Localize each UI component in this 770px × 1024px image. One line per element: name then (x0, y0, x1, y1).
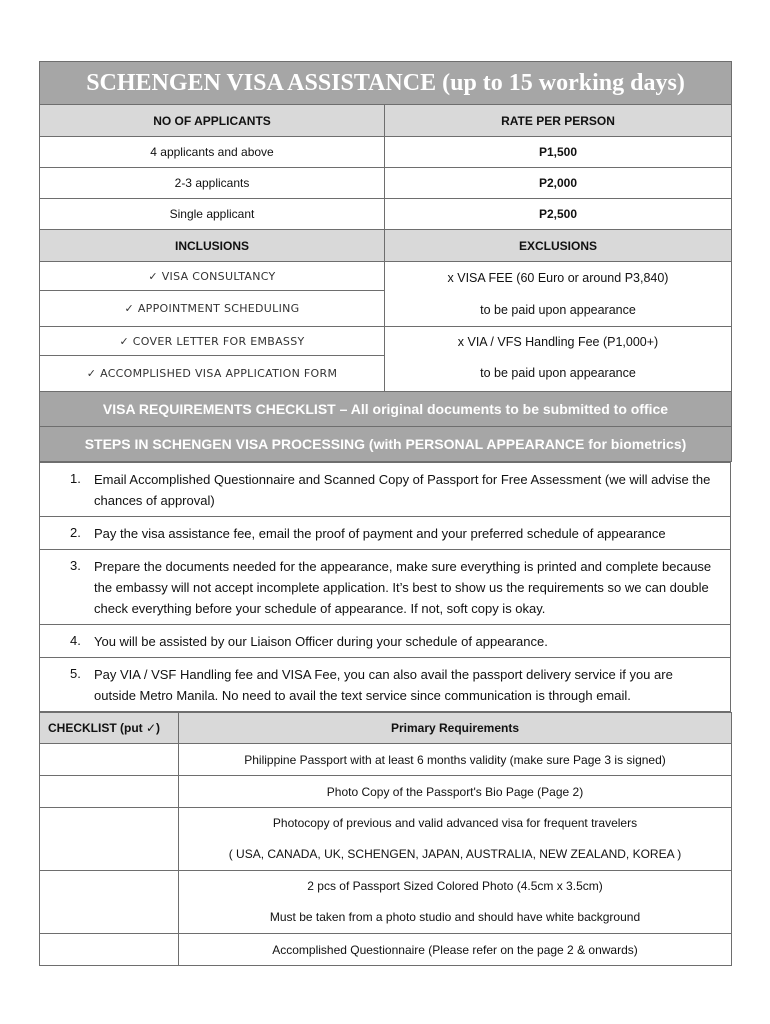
rate-row (40, 137, 732, 168)
inclusion-item: ✓ COVER LETTER FOR EMBASSY (40, 327, 385, 356)
checklist-col-header: CHECKLIST (put ✓) (40, 713, 179, 744)
col-header-rate: RATE PER PERSON (385, 105, 732, 137)
exclusions-header: EXCLUSIONS (385, 230, 732, 262)
requirements-col-header: Primary Requirements (179, 713, 732, 744)
col-header-applicants: NO OF APPLICANTS (40, 105, 385, 137)
requirement-row (40, 808, 732, 871)
rate-cell: P2,500 (385, 199, 732, 230)
step-text: You will be assisted by our Liaison Officer during your schedule of appearance. (94, 633, 548, 649)
requirement-line: 2 pcs of Passport Sized Colored Photo (4.5cm x 3.5cm) (307, 879, 603, 893)
rate-cell: P2,000 (385, 168, 732, 199)
inclusions-header: INCLUSIONS (40, 230, 385, 262)
checklist-banner: VISA REQUIREMENTS CHECKLIST – All original documents to be submitted to office (40, 392, 732, 427)
checkbox-cell[interactable] (40, 776, 179, 808)
step-number: 5. (70, 666, 81, 681)
page-title: SCHENGEN VISA ASSISTANCE (up to 15 working days) (40, 62, 732, 105)
exclusion-note: to be paid upon appearance (480, 303, 636, 317)
requirement-text: Accomplished Questionnaire (Please refer on the page 2 & onwards) (179, 934, 732, 966)
steps-table (39, 462, 731, 712)
inclusion-item: ✓ APPOINTMENT SCHEDULING (40, 291, 385, 327)
checkbox-cell[interactable] (40, 808, 179, 871)
checkbox-cell[interactable] (40, 744, 179, 776)
requirement-row (40, 776, 732, 808)
requirement-line: Photocopy of previous and valid advanced visa for frequent travelers (272, 816, 638, 830)
exclusion-item (385, 262, 732, 327)
requirement-text: Philippine Passport with at least 6 months validity (make sure Page 3 is signed) (179, 744, 732, 776)
rate-row (40, 168, 732, 199)
exclusion-line: x VISA FEE (60 Euro or around P3,840) (447, 271, 669, 285)
checkbox-cell[interactable] (40, 934, 179, 966)
step-number: 2. (70, 525, 81, 540)
applicants-cell: 2-3 applicants (40, 168, 385, 199)
applicants-cell: 4 applicants and above (40, 137, 385, 168)
applicants-cell: Single applicant (40, 199, 385, 230)
steps-banner: STEPS IN SCHENGEN VISA PROCESSING (with PERSONAL APPEARANCE for biometrics) (40, 427, 732, 462)
step-number: 3. (70, 558, 81, 573)
rate-row (40, 199, 732, 230)
rates-table (39, 61, 732, 462)
inclusion-item: ✓ ACCOMPLISHED VISA APPLICATION FORM (40, 356, 385, 392)
step-number: 1. (70, 471, 81, 486)
rate-cell: P1,500 (385, 137, 732, 168)
step-row (40, 550, 731, 625)
step-number: 4. (70, 633, 81, 648)
checkbox-cell[interactable] (40, 871, 179, 934)
exclusion-item (385, 327, 732, 392)
requirement-text (179, 808, 732, 871)
step-text: Pay the visa assistance fee, email the proof of payment and your preferred schedule of appearance (94, 525, 666, 541)
requirement-text: Photo Copy of the Passport's Bio Page (Page 2) (179, 776, 732, 808)
step-text: Prepare the documents needed for the appearance, make sure everything is printed and complete because the embassy will not accept incomplete application. It’s best to show us the requirements so we can double check everything before your schedule of appearance. If not, soft copy is okay. (94, 558, 712, 616)
step-row (40, 658, 731, 712)
step-text: Pay VIA / VSF Handling fee and VISA Fee, you can also avail the passport delivery service if you are outside Metro Manila. No need to avail the text service since communication is through email. (94, 666, 673, 703)
requirement-text (179, 871, 732, 934)
step-row (40, 625, 731, 658)
step-text: Email Accomplished Questionnaire and Scanned Copy of Passport for Free Assessment (we will advise the chances of approval) (94, 471, 711, 508)
visa-document (39, 61, 731, 966)
step-row (40, 463, 731, 517)
requirement-row (40, 744, 732, 776)
requirement-row (40, 871, 732, 934)
requirement-line: ( USA, CANADA, UK, SCHENGEN, JAPAN, AUSTRALIA, NEW ZEALAND, KOREA ) (228, 847, 682, 861)
requirement-row (40, 934, 732, 966)
exclusion-line: x VIA / VFS Handling Fee (P1,000+) (457, 335, 659, 349)
inclusion-item: ✓ VISA CONSULTANCY (40, 262, 385, 291)
exclusion-note: to be paid upon appearance (480, 366, 636, 380)
step-row (40, 517, 731, 550)
requirement-line: Must be taken from a photo studio and should have white background (269, 910, 641, 924)
requirements-table (39, 712, 732, 966)
